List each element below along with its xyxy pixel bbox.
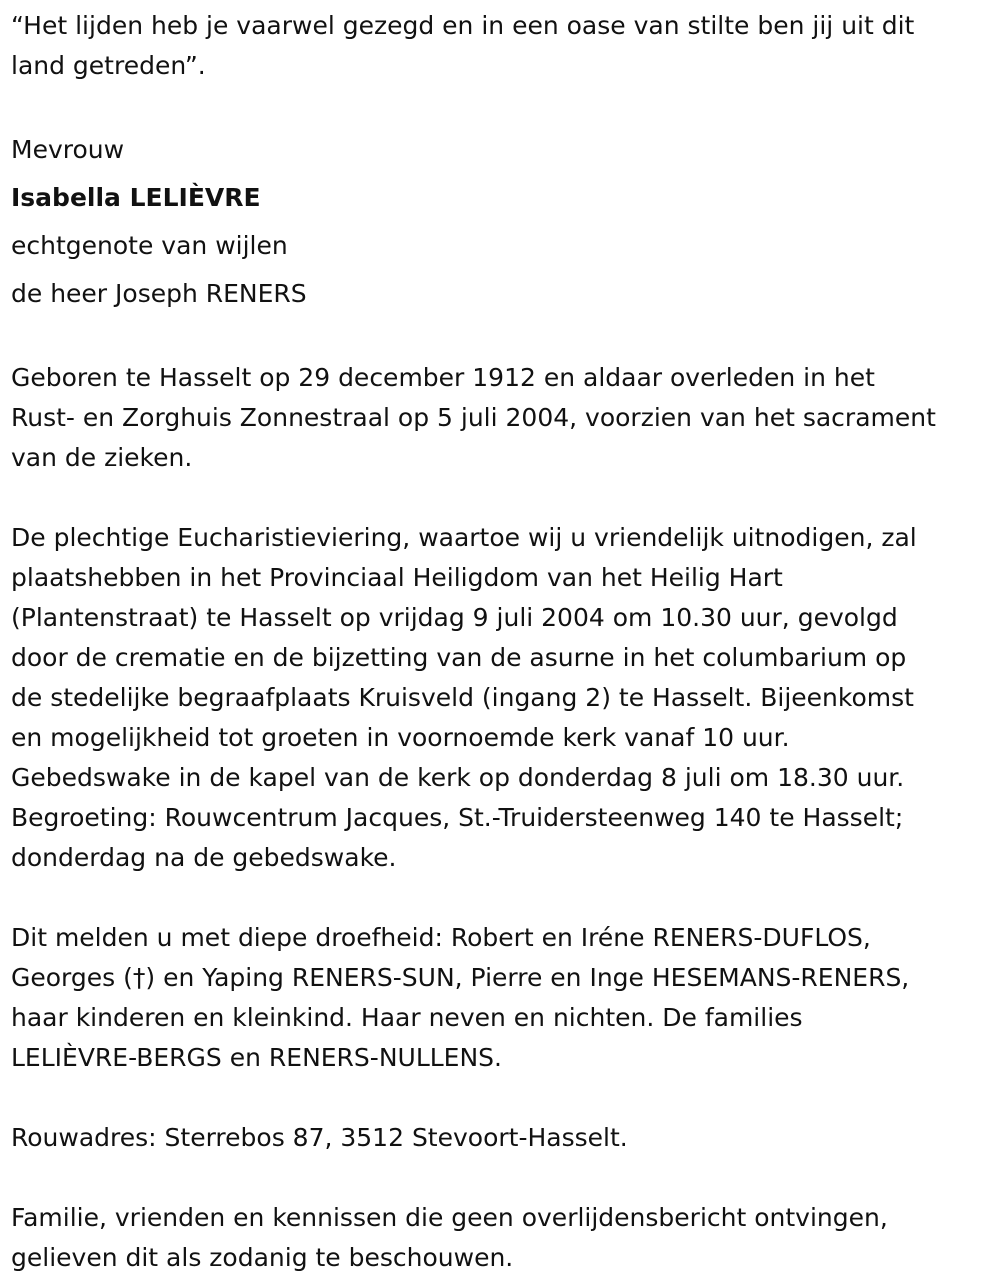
paragraph-line: Begroeting: Rouwcentrum Jacques, St.-Truidersteenweg 140 te Hasselt; <box>11 803 904 832</box>
relation-text: echtgenote van wijlen <box>11 231 288 260</box>
mourning-address <box>11 1118 993 1158</box>
paragraph-line: haar kinderen en kleinkind. Haar neven en nichten. De families <box>11 1003 803 1032</box>
paragraph-line: gelieven dit als zodanig te beschouwen. <box>11 1243 514 1272</box>
paragraph-line: (Plantenstraat) te Hasselt op vrijdag 9 juli 2004 om 10.30 uur, gevolgd <box>11 603 898 632</box>
paragraph-line: LELIÈVRE-BERGS en RENERS-NULLENS. <box>11 1043 502 1072</box>
paragraph-line: Georges (†) en Yaping RENERS-SUN, Pierre en Inge HESEMANS-RENERS, <box>11 963 910 992</box>
obituary-document <box>11 6 993 1278</box>
quote-line: “Het lijden heb je vaarwel gezegd en in een oase van stilte ben jij uit dit <box>11 11 915 40</box>
paragraph-line: Gebedswake in de kapel van de kerk op donderdag 8 juli om 18.30 uur. <box>11 763 905 792</box>
birth-death-paragraph <box>11 358 993 478</box>
paragraph-line: Dit melden u met diepe droefheid: Robert en Iréne RENERS-DUFLOS, <box>11 923 871 952</box>
paragraph-line: Geboren te Hasselt op 29 december 1912 en aldaar overleden in het <box>11 363 875 392</box>
paragraph-line: donderdag na de gebedswake. <box>11 843 397 872</box>
name-block <box>11 126 993 318</box>
announcement-paragraph <box>11 918 993 1078</box>
paragraph-line: en mogelijkheid tot groeten in voornoemde kerk vanaf 10 uur. <box>11 723 790 752</box>
honorific: Mevrouw <box>11 135 125 164</box>
paragraph-line: van de zieken. <box>11 443 193 472</box>
quote-line: land getreden”. <box>11 51 206 80</box>
spouse-name: de heer Joseph RENERS <box>11 279 307 308</box>
paragraph-line: door de crematie en de bijzetting van de asurne in het columbarium op <box>11 643 907 672</box>
deceased-name: Isabella LELIÈVRE <box>11 183 261 212</box>
paragraph-line: Rouwadres: Sterrebos 87, 3512 Stevoort-Hasselt. <box>11 1123 628 1152</box>
paragraph-line: de stedelijke begraafplaats Kruisveld (ingang 2) te Hasselt. Bijeenkomst <box>11 683 914 712</box>
paragraph-line: plaatshebben in het Provinciaal Heiligdom van het Heilig Hart <box>11 563 783 592</box>
closing-paragraph <box>11 1198 993 1278</box>
ceremony-paragraph <box>11 518 993 878</box>
paragraph-line: Rust- en Zorghuis Zonnestraal op 5 juli 2004, voorzien van het sacrament <box>11 403 936 432</box>
opening-quote <box>11 6 993 86</box>
paragraph-line: Familie, vrienden en kennissen die geen overlijdensbericht ontvingen, <box>11 1203 888 1232</box>
paragraph-line: De plechtige Eucharistieviering, waartoe wij u vriendelijk uitnodigen, zal <box>11 523 917 552</box>
